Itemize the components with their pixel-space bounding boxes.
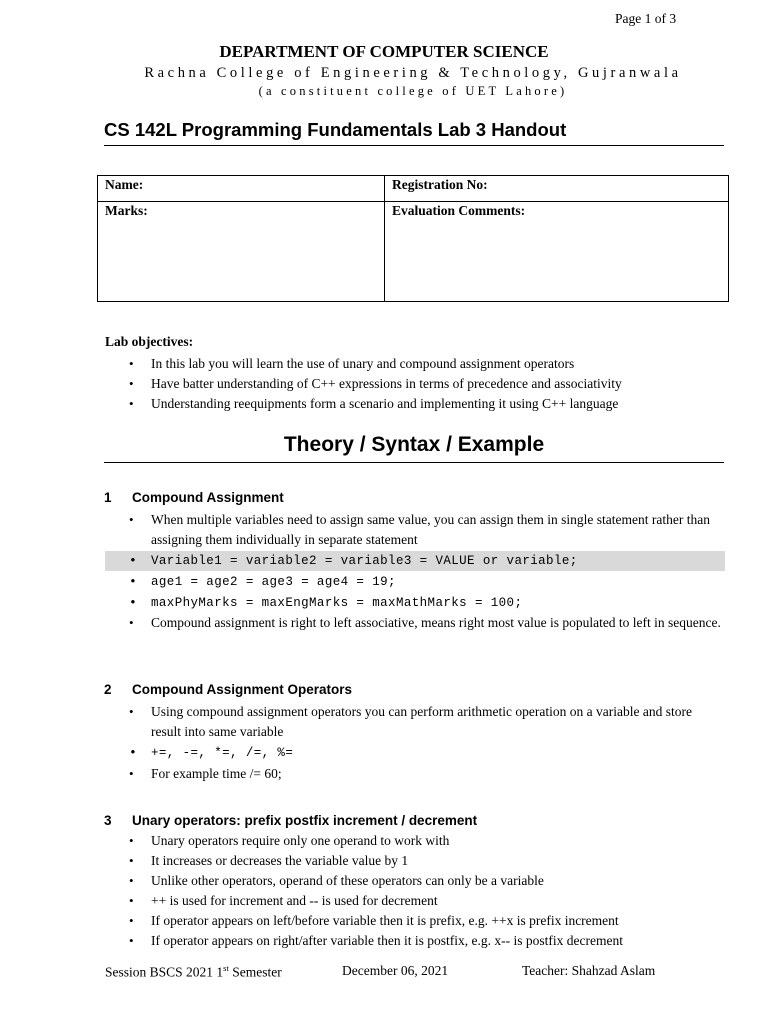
college-name: Rachna College of Engineering & Technology, Gujranwala [144,65,682,81]
list-item: • ++ is used for increment and -- is used for decrement [105,891,725,911]
name-label: Name: [105,177,144,192]
handout-title: CS 142L Programming Fundamentals Lab 3 Handout [104,119,724,146]
footer-semester: Semester [228,964,282,980]
list-item: • Understanding reequipments form a scenario and implementing it using C++ language [105,394,725,414]
section-3-list [105,831,725,951]
list-item: • When multiple variables need to assign same value, you can assign them in single statement rather than assigning them individually in separate statement [105,510,725,550]
footer-session-text: Session BSCS 2021 1 [105,964,224,980]
page-number: Page 1 of 3 [615,11,677,26]
section-heading [104,682,352,697]
footer-session-sup: st [223,963,229,973]
registration-label: Registration No: [392,177,488,192]
section-2-list [105,702,725,784]
objectives-list [105,354,725,414]
name-cell [98,176,385,202]
section-heading [104,490,284,505]
list-item: • If operator appears on left/before variable then it is prefix, e.g. ++x is prefix increment [105,911,725,931]
code-example: • +=, -=, *=, /=, %= [105,743,725,763]
theory-section-heading: Theory / Syntax / Example [104,433,724,463]
section-title: Compound Assignment Operators [132,682,353,697]
code-example: • Variable1 = variable2 = variable3 = VALUE or variable; [105,551,725,571]
code-example: • age1 = age2 = age3 = age4 = 19; [105,572,725,592]
section-number: 3 [104,813,112,828]
list-item: • Have batter understanding of C++ expressions in terms of precedence and associativity [105,374,725,394]
registration-cell [385,176,729,202]
list-item: • It increases or decreases the variable value by 1 [105,851,725,871]
list-item: • For example time /= 60; [105,764,725,784]
objectives-heading: Lab objectives: [105,334,194,349]
section-heading [104,813,477,828]
constituent-note: (a constituent college of UET Lahore) [258,84,568,98]
list-item: • If operator appears on right/after variable then it is postfix, e.g. x-- is postfix decrement [105,931,725,951]
section-number: 2 [104,682,112,697]
list-item: • In this lab you will learn the use of unary and compound assignment operators [105,354,725,374]
section-title: Compound Assignment [132,490,284,505]
evaluation-cell [385,202,729,302]
marks-label: Marks: [105,203,148,218]
marks-cell [98,202,385,302]
section-title: Unary operators: prefix postfix increment / decrement [132,813,478,828]
evaluation-label: Evaluation Comments: [392,203,526,218]
footer-session [105,963,282,981]
list-item: • Compound assignment is right to left associative, means right most value is populated to left in sequence. [105,613,725,633]
list-item: • Unary operators require only one operand to work with [105,831,725,851]
footer-date: December 06, 2021 [342,963,449,978]
department-heading: DEPARTMENT OF COMPUTER SCIENCE [219,42,549,61]
code-example: • maxPhyMarks = maxEngMarks = maxMathMarks = 100; [105,593,725,613]
footer-teacher: Teacher: Shahzad Aslam [522,963,656,978]
student-info-table [97,175,729,302]
list-item: • Using compound assignment operators you can perform arithmetic operation on a variable and store result into same variable [105,702,725,742]
section-1-list [105,510,725,633]
section-number: 1 [104,490,112,505]
list-item: • Unlike other operators, operand of these operators can only be a variable [105,871,725,891]
